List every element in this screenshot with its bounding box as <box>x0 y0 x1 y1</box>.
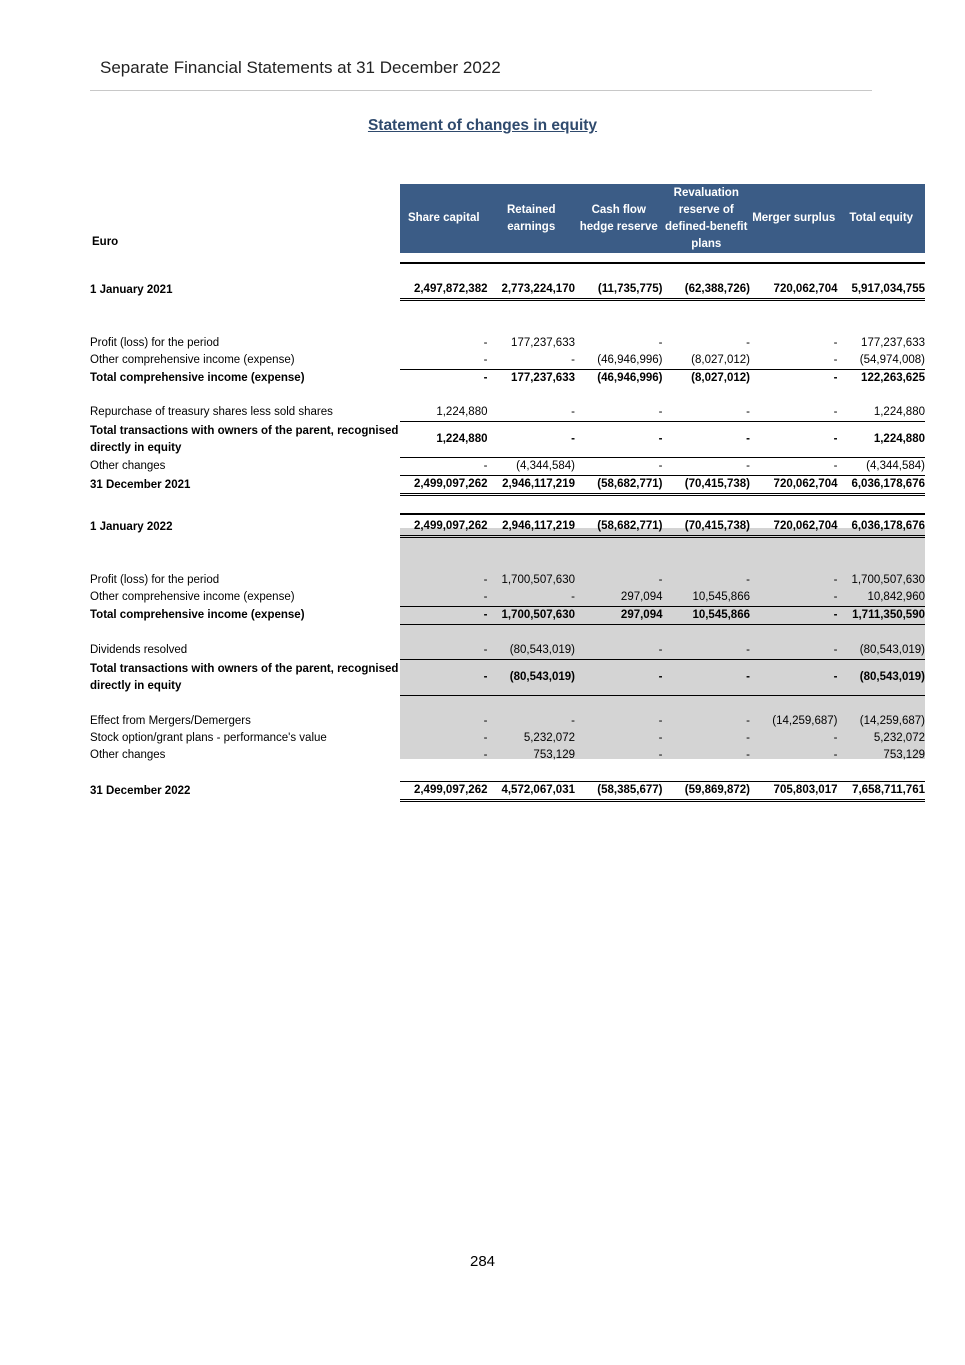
column-header-retained-earnings: Retained earnings <box>488 184 576 253</box>
table-row-tci-2022: Total comprehensive income (expense) - 1,700,507,630 297,094 10,545,866 - 1,711,350,590 <box>90 607 925 625</box>
column-header-share-capital: Share capital <box>400 184 488 253</box>
header-divider <box>90 90 872 91</box>
equity-table <box>90 184 925 802</box>
table-row-jan-2021: 1 January 2021 2,497,872,382 2,773,224,170 (11,735,775) (62,388,726) 720,062,704 5,917,034,755 <box>90 281 925 300</box>
table-row-oci-2022: Other comprehensive income (expense) - - 297,094 10,545,866 - 10,842,960 <box>90 591 925 604</box>
table-row-profit-2022: Profit (loss) for the period - 1,700,507,630 - - - 1,700,507,630 <box>90 574 925 586</box>
column-header-cash-flow-hedge: Cash flow hedge reserve <box>575 184 663 253</box>
page-number: 284 <box>469 1253 496 1270</box>
column-header-total-equity: Total equity <box>838 184 926 253</box>
table-row-stock-2022: Stock option/grant plans - performance's value - 5,232,072 - - - 5,232,072 <box>90 732 925 744</box>
table-row-profit-2021: Profit (loss) for the period - 177,237,633 - - - 177,237,633 <box>90 337 925 349</box>
table-row-other-2022: Other changes - 753,129 - - - 753,129 <box>90 749 925 761</box>
statement-title: Statement of changes in equity <box>367 117 598 134</box>
table-row-dec-2021: 31 December 2021 2,499,097,262 2,946,117,219 (58,682,771) (70,415,738) 720,062,704 6,036,178,676 <box>90 476 925 495</box>
table-row-owners-2022: Total transactions with owners of the parent, recognised directly in equity - (80,543,019) - - - (80,543,019) <box>90 660 925 696</box>
table-row-other-2021: Other changes - (4,344,584) - - - (4,344,584) <box>90 458 925 476</box>
column-header-revaluation-reserve: Revaluation reserve of defined-benefit plans <box>663 184 751 253</box>
table-row-owners-2021: Total transactions with owners of the parent, recognised directly in equity 1,224,880 - - - - 1,224,880 <box>90 422 925 458</box>
table-row-tci-2021: Total comprehensive income (expense) - 177,237,633 (46,946,996) (8,027,012) - 122,263,625 <box>90 370 925 388</box>
table-row-dividends-2022: Dividends resolved - (80,543,019) - - - (80,543,019) <box>90 644 925 657</box>
table-row-jan-2022: 1 January 2022 2,499,097,262 2,946,117,219 (58,682,771) (70,415,738) 720,062,704 6,036,178,676 <box>90 518 925 537</box>
table-row-mergers-2022: Effect from Mergers/Demergers - - - - (14,259,687) (14,259,687) <box>90 715 925 727</box>
table-row-repurchase-2021: Repurchase of treasury shares less sold shares 1,224,880 - - - - 1,224,880 <box>90 406 925 419</box>
currency-label: Euro <box>92 236 119 248</box>
column-header-merger-surplus: Merger surplus <box>750 184 838 253</box>
table-row-oci-2021: Other comprehensive income (expense) - - (46,946,996) (8,027,012) - (54,974,008) <box>90 354 925 367</box>
table-row-dec-2022: 31 December 2022 2,499,097,262 4,572,067,031 (58,385,677) (59,869,872) 705,803,017 7,658,711,761 <box>90 782 925 801</box>
page-header-title: Separate Financial Statements at 31 December 2022 <box>100 58 501 77</box>
